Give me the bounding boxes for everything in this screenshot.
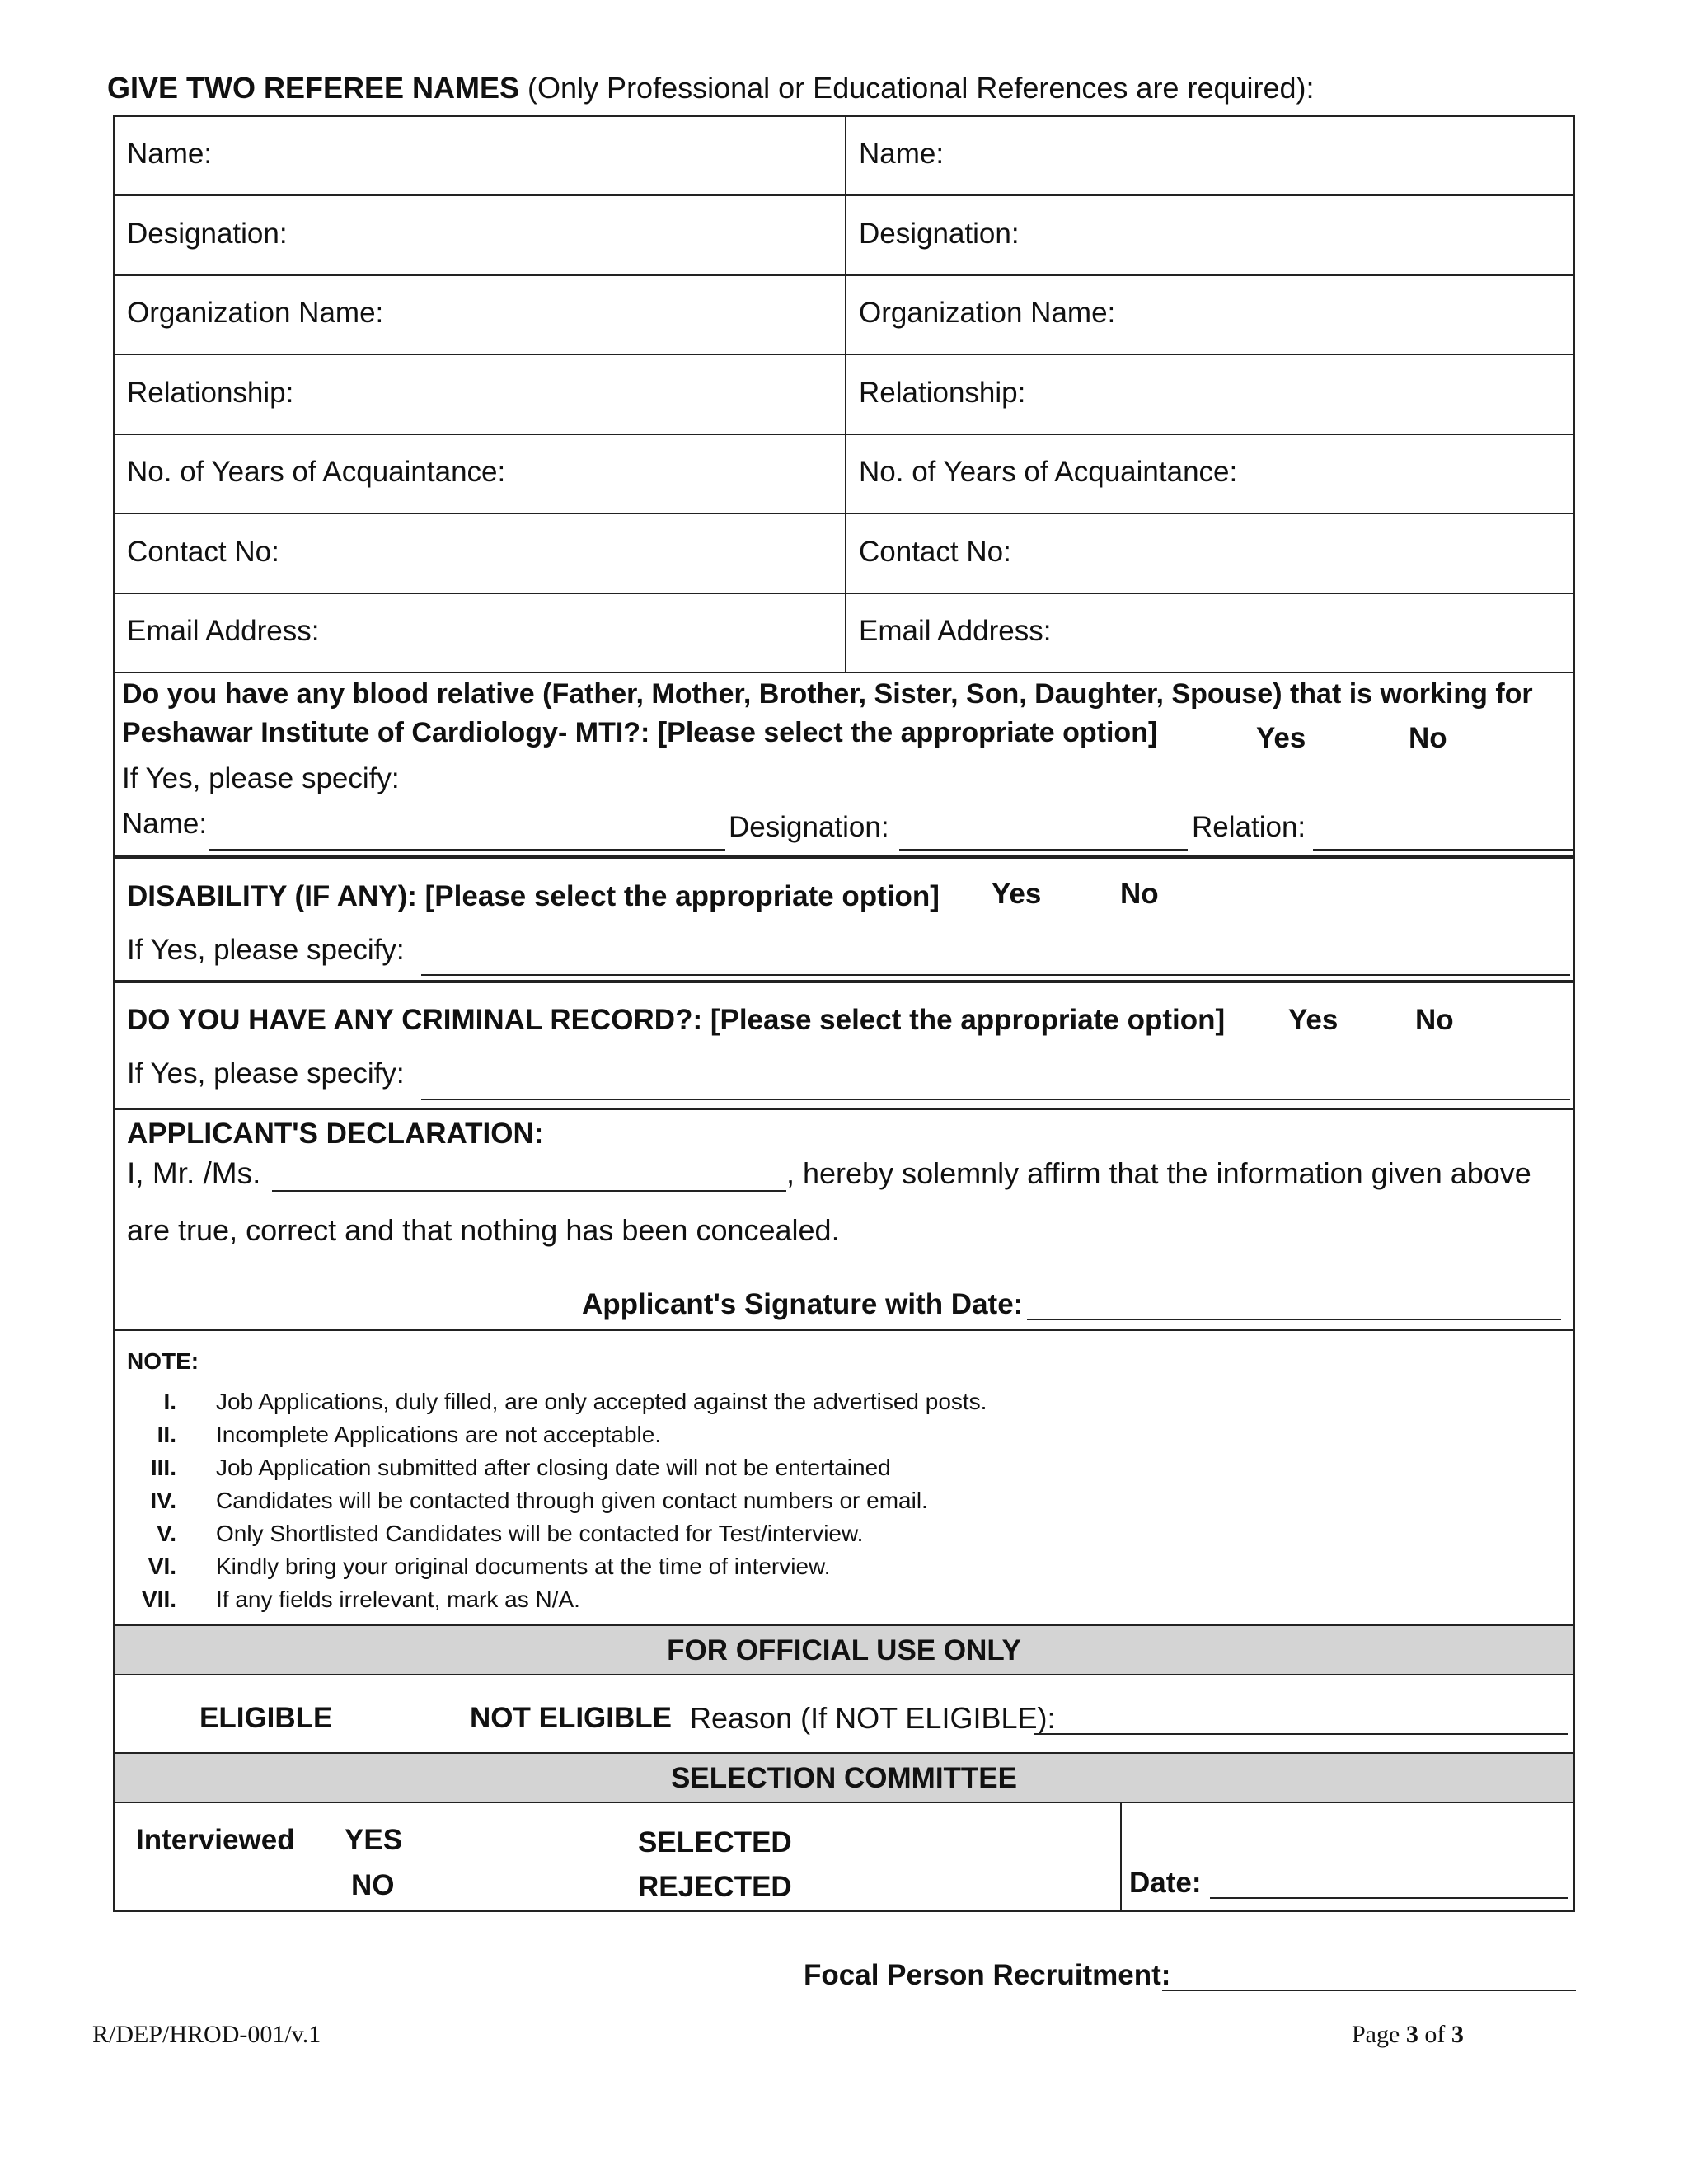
referee2-relationship-field[interactable]: Relationship: [859, 377, 1026, 409]
signature-label: Applicant's Signature with Date: [582, 1288, 1024, 1320]
focal-person-input[interactable] [1162, 1990, 1576, 1991]
referee1-designation-field[interactable]: Designation: [127, 218, 288, 250]
official-header-title: FOR OFFICIAL USE ONLY [667, 1634, 1021, 1666]
referee2-years-field[interactable]: No. of Years of Acquaintance: [859, 456, 1238, 488]
focal-person-label: Focal Person Recruitment: [804, 1959, 1171, 1991]
note-text: Only Shortlisted Candidates will be contacted for Test/interview. [216, 1521, 864, 1546]
page-current: 3 [1405, 2021, 1418, 2048]
note-text: Candidates will be contacted through given contact numbers or email. [216, 1488, 928, 1513]
criminal-section [113, 982, 1575, 1110]
referees-title-rest: (Only Professional or Educational References are required): [519, 71, 1315, 105]
selected-option[interactable]: SELECTED [638, 1826, 792, 1858]
committee-date-label: Date: [1129, 1867, 1202, 1899]
page-prefix: Page [1352, 2021, 1406, 2048]
note-number: VII. [141, 1586, 176, 1612]
criminal-specify-input[interactable] [421, 1099, 1570, 1100]
disability-yes-option[interactable]: Yes [992, 878, 1042, 910]
row-line [113, 593, 1575, 594]
referees-title-bold: GIVE TWO REFEREE NAMES [107, 71, 520, 105]
page-number [1352, 2021, 1464, 2049]
row-line [113, 434, 1575, 435]
note-text: Job Applications, duly filled, are only accepted against the advertised posts. [216, 1389, 987, 1414]
note-text: Incomplete Applications are not acceptable. [216, 1422, 662, 1447]
referee1-years-field[interactable]: No. of Years of Acquaintance: [127, 456, 506, 488]
referee2-organization-field[interactable]: Organization Name: [859, 297, 1116, 329]
referee-table [113, 115, 1575, 673]
not-eligible-option[interactable]: NOT ELIGIBLE [470, 1702, 672, 1734]
relative-yes-option[interactable]: Yes [1256, 722, 1306, 754]
relative-name-label: Name: [122, 808, 208, 840]
disability-question: DISABILITY (IF ANY): [Please select the appropriate option] [127, 880, 940, 912]
committee-row [113, 1802, 1575, 1912]
referees-title [107, 71, 1315, 105]
referee1-name-field[interactable]: Name: [127, 138, 213, 170]
declaration-suffix: , hereby solemnly affirm that the information given above [786, 1156, 1531, 1190]
page-total: 3 [1451, 2021, 1464, 2048]
note-number: V. [157, 1521, 176, 1546]
committee-divider [1120, 1802, 1122, 1912]
declaration-name-input[interactable] [272, 1190, 786, 1192]
relative-relation-input[interactable] [1313, 849, 1573, 851]
note-number: III. [150, 1455, 176, 1480]
interviewed-no-option[interactable]: NO [351, 1869, 395, 1901]
criminal-no-option[interactable]: No [1415, 1004, 1454, 1036]
disability-specify-input[interactable] [421, 974, 1570, 976]
document-code: R/DEP/HROD-001/v.1 [92, 2021, 321, 2048]
referee1-contact-field[interactable]: Contact No: [127, 536, 279, 568]
relative-specify-label: If Yes, please specify: [122, 762, 400, 794]
declaration-prefix: I, Mr. /Ms. [127, 1156, 261, 1190]
relative-name-input[interactable] [209, 849, 725, 851]
relative-question-line2: Peshawar Institute of Cardiology- MTI?: [Please select the appropriate option] [122, 717, 1158, 748]
row-line [113, 194, 1575, 196]
notes-title: NOTE: [127, 1348, 199, 1374]
relative-no-option[interactable]: No [1409, 722, 1447, 754]
rejected-option[interactable]: REJECTED [638, 1871, 792, 1903]
interviewed-label: Interviewed [136, 1824, 295, 1856]
eligible-option[interactable]: ELIGIBLE [199, 1702, 333, 1734]
note-number: IV. [150, 1488, 176, 1513]
disability-no-option[interactable]: No [1120, 878, 1159, 910]
criminal-yes-option[interactable]: Yes [1288, 1004, 1339, 1036]
criminal-specify-label: If Yes, please specify: [127, 1057, 405, 1090]
referee-divider [845, 115, 846, 673]
referee1-organization-field[interactable]: Organization Name: [127, 297, 384, 329]
committee-header-title: SELECTION COMMITTEE [671, 1762, 1017, 1794]
reason-label: Reason (If NOT ELIGIBLE): [690, 1701, 1056, 1735]
referee1-relationship-field[interactable]: Relationship: [127, 377, 294, 409]
row-line [113, 513, 1575, 514]
referee1-email-field[interactable]: Email Address: [127, 615, 320, 647]
relative-designation-label: Designation: [729, 811, 889, 843]
committee-date-input[interactable] [1210, 1897, 1568, 1899]
note-text: Kindly bring your original documents at the time of interview. [216, 1554, 831, 1579]
interviewed-yes-option[interactable]: YES [345, 1824, 403, 1856]
referee2-designation-field[interactable]: Designation: [859, 218, 1020, 250]
note-text: Job Application submitted after closing date will not be entertained [216, 1455, 891, 1480]
criminal-question: DO YOU HAVE ANY CRIMINAL RECORD?: [Please select the appropriate option] [127, 1004, 1226, 1036]
note-number: II. [157, 1422, 176, 1447]
row-line [113, 354, 1575, 355]
referee2-name-field[interactable]: Name: [859, 138, 945, 170]
reason-input[interactable] [1034, 1733, 1568, 1735]
note-number: VI. [148, 1554, 176, 1579]
relative-designation-input[interactable] [899, 849, 1188, 851]
note-number: I. [163, 1389, 176, 1414]
note-text: If any fields irrelevant, mark as N/A. [216, 1586, 580, 1612]
declaration-title: APPLICANT'S DECLARATION: [127, 1118, 544, 1150]
referee2-email-field[interactable]: Email Address: [859, 615, 1052, 647]
row-line [113, 274, 1575, 276]
declaration-line2: are true, correct and that nothing has been concealed. [127, 1213, 840, 1247]
relative-question-line1: Do you have any blood relative (Father, Mother, Brother, Sister, Son, Daughter, Spouse) that is working for [122, 678, 1533, 710]
referee2-contact-field[interactable]: Contact No: [859, 536, 1011, 568]
page-mid: of [1418, 2021, 1451, 2048]
signature-input[interactable] [1027, 1319, 1561, 1320]
relative-relation-label: Relation: [1192, 811, 1306, 843]
disability-specify-label: If Yes, please specify: [127, 934, 405, 966]
